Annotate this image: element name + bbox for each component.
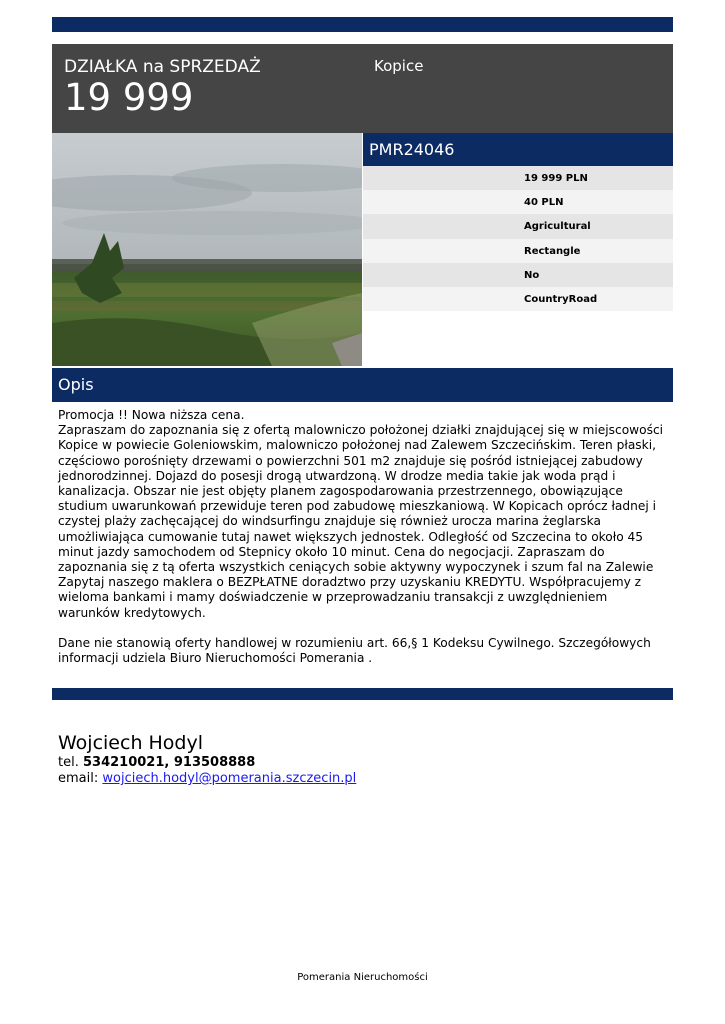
spec-row (363, 166, 673, 190)
description-title: Opis (58, 375, 94, 394)
spec-value-price: 19 999 PLN (524, 173, 588, 184)
spec-row (363, 239, 673, 263)
description-disclaimer: Dane nie stanowią oferty handlowej w rozumieniu art. 66,§ 1 Kodeksu Cywilnego. Szczegółowych informacji udziela Biuro Nieruchomości Pomerania . (58, 636, 651, 666)
listing-reference: PMR24046 (369, 140, 455, 159)
spec-row (363, 263, 673, 287)
description-header (52, 368, 673, 402)
agent-phones: 534210021, 913508888 (82, 755, 256, 770)
spec-row (363, 190, 673, 214)
listing-header (52, 44, 673, 133)
spec-table (363, 166, 673, 311)
spec-value-price-per-m2: 40 PLN (524, 197, 564, 209)
top-divider-bar (52, 17, 673, 32)
reference-bar (363, 133, 673, 166)
spec-value-option: No (524, 269, 540, 281)
description-body: Promocja !! Nowa niższa cena. Zapraszam do zapoznania się z ofertą malowniczo położonej działki znajdującej się w miejscowości Kopice w powiecie Goleniowskim, malowniczo położonej nad Zalewem Szczecińskim. Teren płaski, częściowo porośnięty drzewami o powierzchni 501 m2 znajduje się pośród istniejącej zabudowy jednorodzinnej. Dojazd do posesji drogą utwardzoną. W drodze media takie jak woda prąd i kanalizacja. Obszar nie jest objęty planem zagospodarowania przestrzennego, obowiązujące studium uwarunkowań przewiduje teren pod zabudowę mieszkaniową. W Kopicach oprócz ładnej i czystej plaży zachęcającej do windsurfingu znajduje się również urocza marina żeglarska umożliwiająca cumowanie tutaj nawet większych jednostek. Odległość od Szczecina to około 45 minut jazdy samochodem od Stepnicy około 10 minut. Cena do negocjacji. Zapraszam do zapoznania się z tą oferta wszystkich ceniących sobie aktywny wypoczynek i szum fal na Zalewie Zapytaj naszego maklera o BEZPŁATNE doradztwo przy uzyskaniu KREDYTU. Współpracujemy z wieloma bankami i mamy doświadczenie w przeprowadzaniu transakcji z uwzględnieniem warunków kredytowych. (58, 408, 664, 620)
section-divider-bar (52, 688, 673, 700)
listing-type: DZIAŁKA na SPRZEDAŻ (64, 57, 261, 77)
agent-email-line (58, 771, 670, 787)
agent-email-link[interactable]: wojciech.hodyl@pomerania.szczecin.pl (102, 771, 357, 786)
listing-location: Kopice (374, 57, 424, 75)
tel-label: tel. (58, 755, 79, 770)
listing-price: 19 999 (64, 76, 194, 119)
spec-value-type: Agricultural (524, 221, 591, 233)
footer-text: Pomerania Nieruchomości (297, 972, 428, 983)
spec-value-access: CountryRoad (524, 293, 598, 305)
description-text (58, 408, 670, 666)
spec-row (363, 287, 673, 311)
agent-contact (58, 731, 670, 787)
agent-name: Wojciech Hodyl (58, 732, 204, 754)
spec-value-shape: Rectangle (524, 245, 581, 257)
property-photo (52, 133, 362, 366)
spec-row (363, 214, 673, 238)
email-label: email: (58, 771, 99, 786)
agent-phone-line (58, 755, 670, 771)
